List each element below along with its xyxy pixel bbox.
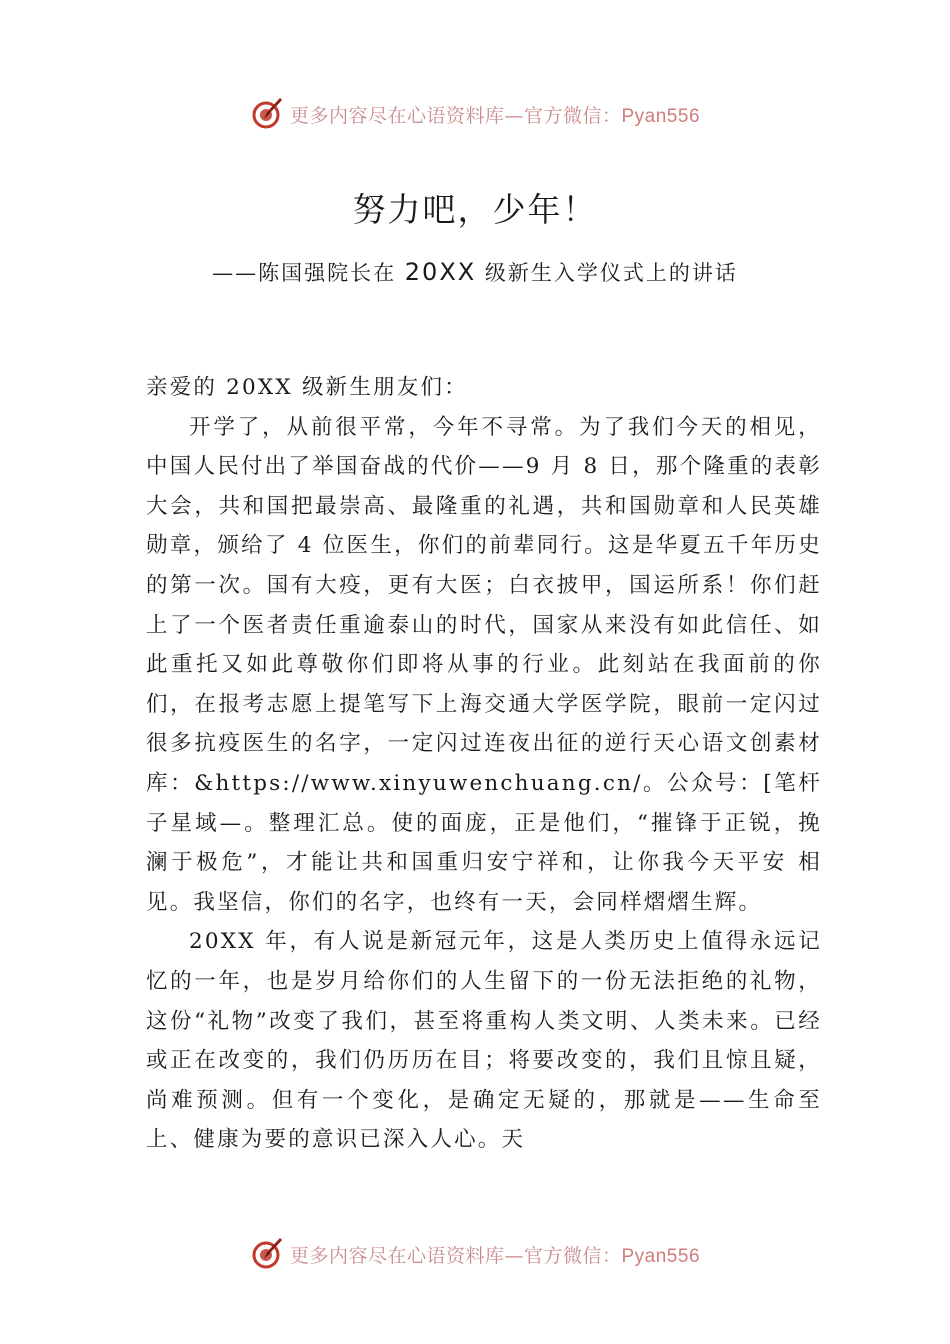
footer-banner	[0, 1234, 950, 1274]
subtitle-year: 20XX	[404, 258, 477, 286]
document-body	[146, 368, 822, 1160]
wechat-id: Pyan556	[621, 1245, 701, 1267]
document-subtitle	[200, 256, 750, 290]
wechat-id: Pyan556	[621, 105, 701, 127]
salutation: 亲爱的 20XX 级新生朋友们：	[146, 375, 468, 400]
banner-text	[290, 101, 700, 128]
document-title: 努力吧，少年！	[352, 190, 598, 229]
header-banner	[0, 94, 950, 134]
paragraph-1: 开学了，从前很平常，今年不寻常。为了我们今天的相见，中国人民付出了举国奋战的代价——9 月 8 日，那个隆重的表彰大会，共和国把最崇高、最隆重的礼遇，共和国勋章和人民英雄勋章，颁给了 4 位医生，你们的前辈同行。这是华夏五千年历史的第一次。国有大疫，更有大医；白衣披甲，国运所系！你们赶上了一个医者责任重逾泰山的时代，国家从来没有如此信任、如此重托又如此尊敬你们即将从事的行业。此刻站在我面前的你们，在报考志愿上提笔写下上海交通大学医学院，眼前一定闪过很多抗疫医生的名字，一定闪过连夜出征的逆行天心语文创素材库：&https://www.xinyuwenchuang.cn/。公众号：[笔杆子星域—。整理汇总。使的面庞，正是他们，“摧锋于正锐，挽澜于极危”，才能让共和国重归安宁祥和，让你我今天平安 相见。我坚信，你们的名字，也终有一天，会同样熠熠生辉。	[146, 414, 822, 915]
banner-caption: 更多内容尽在心语资料库—官方微信：	[289, 104, 622, 127]
subtitle-suffix: 级新生入学仪式上的讲话	[476, 261, 738, 285]
quill-seal-icon	[250, 97, 284, 131]
banner-caption: 更多内容尽在心语资料库—官方微信：	[289, 1244, 622, 1267]
banner-text	[290, 1241, 700, 1268]
subtitle-prefix: ——陈国强院长在	[212, 261, 405, 285]
paragraph-2: 20XX 年，有人说是新冠元年，这是人类历史上值得永远记忆的一年，也是岁月给你们的人生留下的一份无法拒绝的礼物，这份“礼物”改变了我们，甚至将重构人类文明、人类未来。已经或正在改变的，我们仍历历在目；将要改变的，我们且惊且疑，尚难预测。但有一个变化，是确定无疑的，那就是——生命至上、健康为要的意识已深入人心。天	[146, 929, 822, 1153]
quill-seal-icon	[250, 1237, 284, 1271]
